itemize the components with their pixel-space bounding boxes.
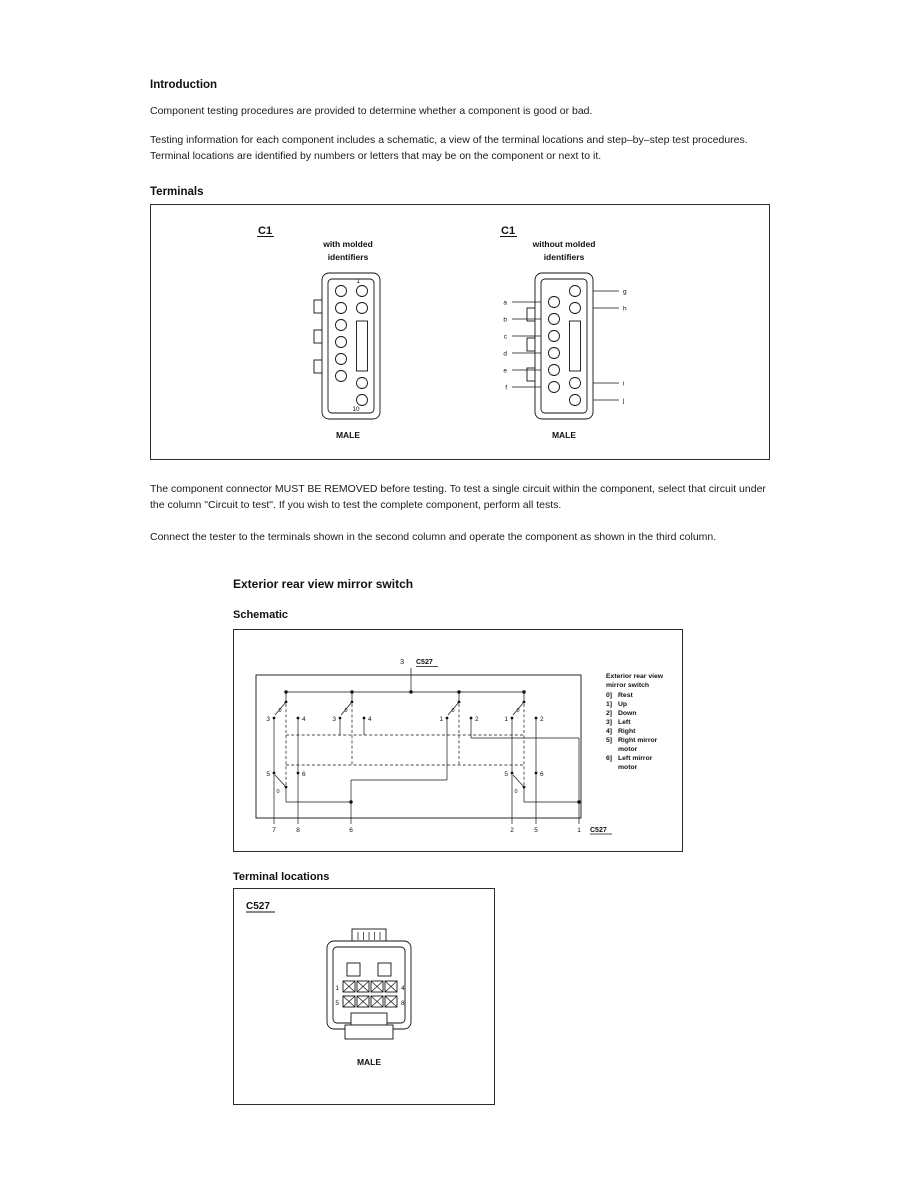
male-label: MALE: [356, 1057, 382, 1067]
pin-letter: j: [623, 397, 625, 405]
position-number: 0: [516, 708, 520, 714]
switch-right-2: [504, 692, 544, 723]
legend-title: mirror switch: [606, 682, 650, 689]
terminal-number: 4: [368, 716, 372, 723]
legend-text: motor: [618, 746, 638, 753]
terminal-number: 5: [504, 771, 508, 778]
male-label: MALE: [551, 430, 577, 440]
connector-caption: with molded: [323, 239, 373, 249]
terminal-locations-figure: [233, 888, 495, 1105]
testing-paragraph-1: The component connector MUST BE REMOVED before testing. To test a single circuit within the component, select that circuit under the column "Circuit to test". If you wish to test the complete component, perform all tests.: [150, 483, 766, 511]
intro-heading: Introduction: [150, 79, 218, 91]
position-number: 0: [276, 789, 280, 795]
switch-right-1: [439, 692, 479, 723]
terminal-number: 2: [475, 716, 479, 723]
terminal-number: 2: [540, 716, 544, 723]
connector-label: C527: [246, 901, 270, 912]
terminals-heading: Terminals: [150, 186, 204, 198]
pin-number: 8: [296, 827, 300, 834]
connector-caption: identifiers: [327, 252, 369, 262]
legend-text: Up: [618, 701, 628, 708]
pin-number: 8: [401, 1000, 405, 1007]
switch-left-2: [332, 692, 372, 723]
legend-num: 0]: [606, 692, 613, 699]
legend-num: 5]: [606, 737, 613, 744]
pin-number: 3: [400, 659, 404, 666]
connector-label: C1: [258, 225, 273, 237]
schematic-heading: Schematic: [233, 609, 289, 621]
intro-paragraph-1: Component testing procedures are provided to determine whether a component is good or bad.: [150, 105, 593, 117]
pin-letter: h: [623, 305, 627, 313]
terminal-number: 6: [302, 771, 306, 778]
top-connector-pin: [400, 659, 438, 692]
legend-text: Left mirror: [618, 755, 653, 762]
schematic-legend: [606, 673, 664, 771]
pin-letter: b: [503, 316, 507, 324]
terminal-number: 1: [439, 716, 443, 723]
connector-caption: identifiers: [543, 252, 585, 262]
pin-letter: f: [505, 384, 507, 392]
position-number: 0: [344, 708, 348, 714]
legend-text: Right mirror: [618, 737, 658, 744]
pin-number: 2: [510, 827, 514, 834]
pin-number: 6: [349, 827, 353, 834]
switch-left-1: [266, 692, 306, 723]
pin-letter: e: [503, 367, 507, 375]
terminal-number: 4: [302, 716, 306, 723]
terminal-number: 5: [266, 771, 270, 778]
legend-num: 6]: [606, 755, 613, 762]
legend-text: Down: [618, 710, 637, 717]
terminal-number: 3: [266, 716, 270, 723]
legend-text: Rest: [618, 692, 633, 699]
legend-text: Left: [618, 719, 631, 726]
terminal-locations-heading: Terminal locations: [233, 871, 330, 883]
pin-number: 5: [335, 1000, 339, 1007]
terminals-diagram: [151, 205, 769, 459]
legend-text: motor: [618, 764, 638, 771]
pin-number: 1: [577, 827, 581, 834]
legend-title: Exterior rear view: [606, 673, 664, 680]
pin-letter: c: [503, 333, 507, 341]
c527-connector-diagram: [234, 889, 494, 1104]
position-number: 0: [451, 708, 455, 714]
pin-number: 10: [352, 406, 360, 413]
connector-caption: without molded: [532, 239, 596, 249]
c1-unmolded-connector: [500, 225, 627, 440]
connector-label: C1: [501, 225, 516, 237]
testing-paragraph-2: Connect the tester to the terminals shown in the second column and operate the component as shown in the third column.: [150, 531, 717, 543]
pin-letter: g: [623, 288, 627, 296]
pin-number: 4: [401, 985, 405, 992]
pin-number: 1: [356, 278, 360, 285]
mirror-switch-schematic: [234, 630, 682, 851]
terminal-number: 6: [540, 771, 544, 778]
connector-label: C527: [416, 659, 433, 666]
legend-num: 4]: [606, 728, 613, 735]
c1-molded-connector: [257, 225, 380, 440]
position-number: 0: [514, 789, 518, 795]
terminal-number: 1: [504, 716, 508, 723]
pin-letter: a: [503, 299, 507, 307]
terminal-number: 3: [332, 716, 336, 723]
schematic-figure: [233, 629, 683, 852]
bottom-connector-pins: [272, 827, 612, 834]
male-label: MALE: [335, 430, 361, 440]
pin-number: 5: [534, 827, 538, 834]
feed-bus: [284, 690, 525, 693]
pin-number: 7: [272, 827, 276, 834]
mechanical-linkage: [286, 704, 524, 785]
legend-num: 1]: [606, 701, 613, 708]
pin-number: 1: [335, 985, 339, 992]
legend-text: Right: [618, 728, 636, 735]
intro-paragraph-2: Testing information for each component includes a schematic, a view of the terminal locations and step–by–step test procedures. Terminal locations are identified by numbers or letters that may be on the component or next to it.: [150, 134, 748, 162]
c527-connector-body: [327, 929, 411, 1039]
switch-outline: [256, 675, 581, 818]
terminals-figure: [150, 204, 770, 460]
connector-label: C527: [590, 827, 607, 834]
legend-num: 3]: [606, 719, 613, 726]
pin-letter: i: [623, 380, 625, 388]
section-heading: Exterior rear view mirror switch: [233, 577, 414, 591]
pin-letter: d: [503, 350, 507, 358]
position-number: 0: [278, 708, 282, 714]
legend-num: 2]: [606, 710, 613, 717]
